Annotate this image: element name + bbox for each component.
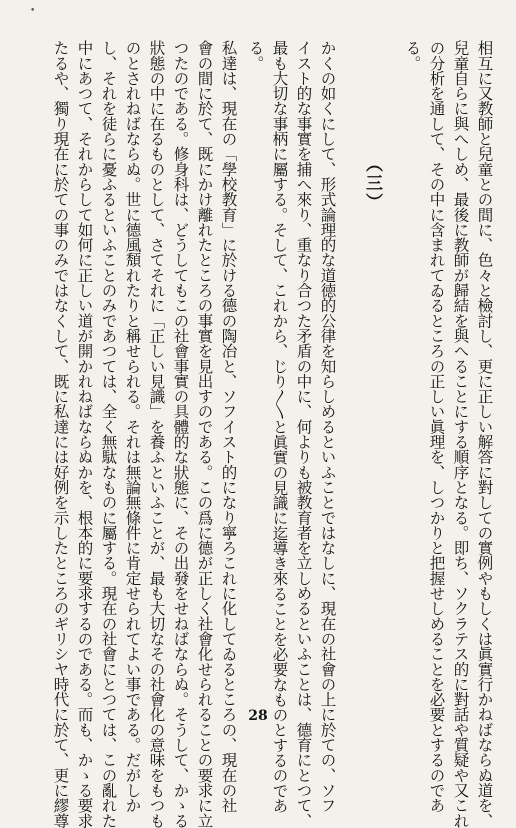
text-column-6: イスト的な事實を捕へ來り、重なり合つた矛盾の中に、何よりも被教育者を立しめるといふことは、德育にとつて、 bbox=[294, 40, 313, 828]
text-column-1: 相互に又教師と兒童との間に、色々と檢討し、更に正しい解答に對しての實例やもしくは眞實行かねばならぬ道を、 bbox=[475, 40, 494, 828]
page-number: 28 bbox=[248, 708, 268, 724]
text-column-14: し、それを徒らに憂ふるといふことのみであつては、全く無駄なものに屬する。現在の社會にとつては、この亂れた bbox=[99, 40, 118, 828]
text-column-8: る。 bbox=[246, 40, 265, 71]
text-column-3: の分析を通して、その中に含まれてゐるところの正しい眞理を、しつかりと把握せしめることを必要とするのであ bbox=[427, 40, 446, 813]
text-column-5: かくの如くにして、形式論理的な道徳的公律を知らしめるといふことではなしに、現在の社會の上に於ての、ソフ bbox=[318, 40, 337, 813]
top-mark: • bbox=[30, 6, 36, 16]
text-column-7: 最も大切な事柄に屬する。そして、これから、じり〳〵と眞實の見識に迄導き來ることを必要なものとするのであ bbox=[270, 40, 289, 814]
text-column-10: 會の間に於て、既にかけ離れたところの事實を見出すのである。この爲に德が正しく社會化せられることの要求に立 bbox=[195, 40, 214, 828]
text-column-4: る。 bbox=[403, 40, 422, 71]
text-column-16: たるや、獨り現在に於ての事のみではなくして、既に私達には好例を示したところのギリシヤ時代に於て、更に繆尊 bbox=[51, 40, 70, 828]
text-column-12: 狀態の中に在るものとして、さてそれに「正しい見識」を養ふといふことが、最も大切なその社會化の意味をもつも bbox=[147, 40, 166, 828]
text-column-9: 私達は、現在の「學校教育」に於ける德の陶冶と、ソフイスト的になり寧ろこれに化してゐるところの、現在の社 bbox=[219, 40, 238, 813]
text-column-13: のとされねばならぬ。世に德風頽れたりと稱せられる。それは無論無條件に肯定せられてよい事である。だがしか bbox=[123, 40, 142, 813]
text-column-11: つたのである。修身科は、どうしてもこの社會事實の具體的な狀態に、その出發をせねばならぬ。そうして、かゝる bbox=[171, 40, 190, 828]
text-column-2: 兒童自らに與へしめ、最後に教師が歸結を與へることにする順序となる。即ち、ソクラテス的に對話や質疑や又これ bbox=[451, 40, 470, 828]
section-heading: （三） bbox=[362, 155, 382, 212]
text-column-15: 中にあつて、それからして如何に正しい道が開かれねばならぬかを、根本的に要求するのである。而も、かゝる要求 bbox=[75, 40, 94, 828]
